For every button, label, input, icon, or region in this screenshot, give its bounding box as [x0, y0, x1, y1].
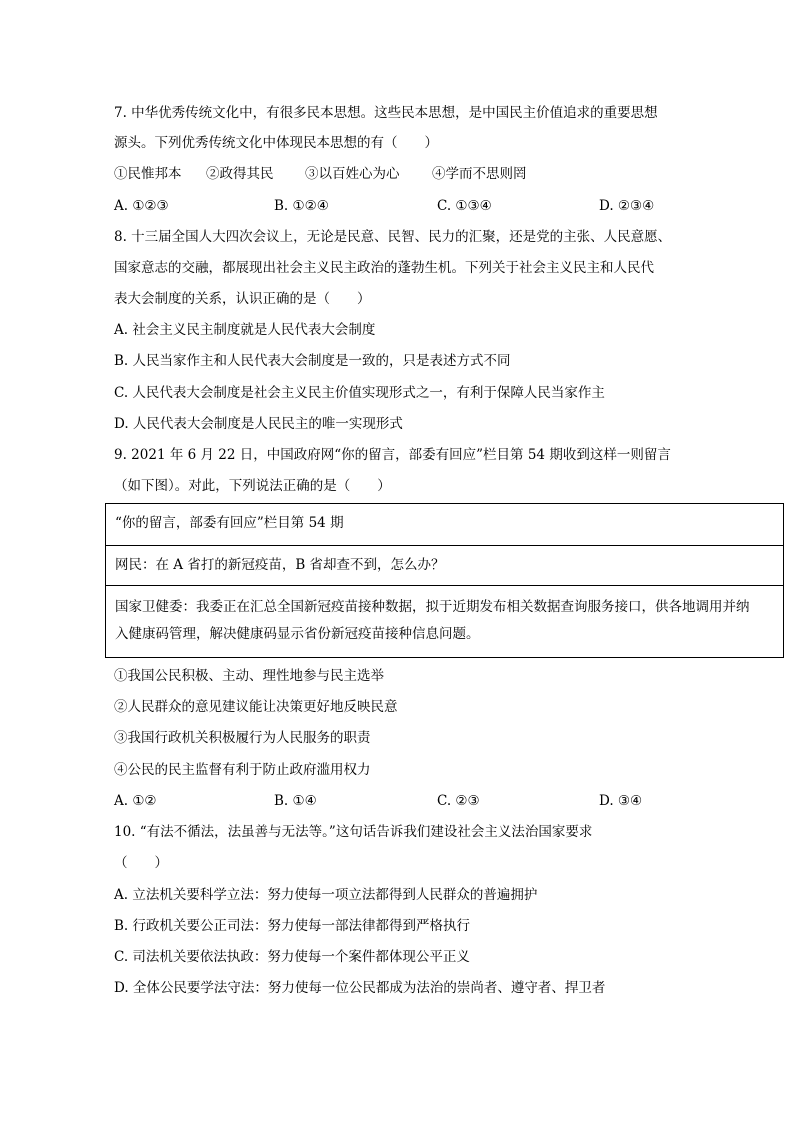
q9-option-d: D. ③④	[599, 793, 643, 809]
q8-option-c: C. 人民代表大会制度是社会主义民主价值实现形式之一，有利于保障人民当家作主	[114, 385, 605, 401]
q7-item-3: ③以百姓心为心	[305, 166, 400, 182]
table-row	[106, 545, 783, 586]
q9-option-c: C. ②③	[437, 793, 480, 809]
q9-table-reply-line2: 入健康码管理，解决健康码显示省份新冠疫苗接种信息问题。	[115, 626, 480, 642]
q8-option-d: D. 人民代表大会制度是人民民主的唯一实现形式	[114, 416, 403, 432]
q9-stem-line1: 9. 2021 年 6 月 22 日，中国政府网“你的留言，部委有回应”栏目第 54 期收到这样一则留言	[114, 447, 671, 463]
q10-stem-line1: 10. “有法不循法，法虽善与无法等。”这句话告诉我们建设社会主义法治国家要求	[114, 824, 593, 840]
table-row	[106, 585, 783, 657]
q8-stem-line3: 表大会制度的关系，认识正确的是（ ）	[114, 291, 371, 307]
q7-item-4: ④学而不思则罔	[432, 166, 527, 182]
q9-option-b: B. ①④	[274, 793, 317, 809]
q10-option-d: D. 全体公民要学法守法：努力使每一位公民都成为法治的崇尚者、遵守者、捍卫者	[114, 980, 606, 996]
q10-option-a: A. 立法机关要科学立法：努力使每一项立法都得到人民群众的普遍拥护	[114, 887, 538, 903]
q9-statement-2: ②人民群众的意见建议能让决策更好地反映民意	[114, 699, 398, 715]
q9-table-header: “你的留言，部委有回应”栏目第 54 期	[115, 515, 344, 531]
table-row	[106, 504, 783, 546]
q7-items	[114, 164, 527, 184]
q8-option-a: A. 社会主义民主制度就是人民代表大会制度	[114, 322, 376, 338]
q7-option-b: B. ①②④	[274, 198, 329, 214]
q10-stem-line2: （ ）	[114, 855, 168, 871]
q7-option-c: C. ①③④	[437, 198, 492, 214]
q8-stem-line2: 国家意志的交融，都展现出社会主义民主政治的蓬勃生机。下列关于社会主义民主和人民代	[114, 260, 654, 276]
q10-option-c: C. 司法机关要依法执政：努力使每一个案件都体现公平正义	[114, 949, 470, 965]
q9-statement-4: ④公民的民主监督有利于防止政府滥用权力	[114, 762, 371, 778]
q8-stem-line1: 8. 十三届全国人大四次会议上，无论是民意、民智、民力的汇聚，还是党的主张、人民意愿、	[114, 229, 672, 245]
q9-table-netizen: 网民：在 A 省打的新冠疫苗，B 省却查不到，怎么办？	[115, 557, 445, 573]
q9-message-table	[105, 503, 784, 658]
q7-stem-line2: 源头。下列优秀传统文化中体现民本思想的有（ ）	[114, 135, 438, 151]
q7-option-d: D. ②③④	[599, 198, 655, 214]
q9-option-a: A. ①②	[114, 793, 157, 809]
q8-option-b: B. 人民当家作主和人民代表大会制度是一致的，只是表述方式不同	[114, 353, 511, 369]
q7-option-a: A. ①②③	[114, 198, 169, 214]
q7-item-2: ②政得其民	[206, 166, 274, 182]
q10-option-b: B. 行政机关要公正司法：努力使每一部法律都得到严格执行	[114, 918, 471, 934]
q7-item-1: ①民惟邦本	[114, 166, 182, 182]
q9-statement-1: ①我国公民积极、主动、理性地参与民主选举	[114, 668, 384, 684]
q9-table-reply-line1: 国家卫健委：我委正在汇总全国新冠疫苗接种数据，拟于近期发布相关数据查询服务接口，供各地调用并纳	[115, 599, 750, 615]
q9-statement-3: ③我国行政机关积极履行为人民服务的职责	[114, 730, 371, 746]
q7-stem-line1: 7. 中华优秀传统文化中，有很多民本思想。这些民本思想，是中国民主价值追求的重要思想	[114, 105, 658, 121]
q9-stem-line2: （如下图）。对此，下列说法正确的是（ ）	[114, 478, 391, 494]
